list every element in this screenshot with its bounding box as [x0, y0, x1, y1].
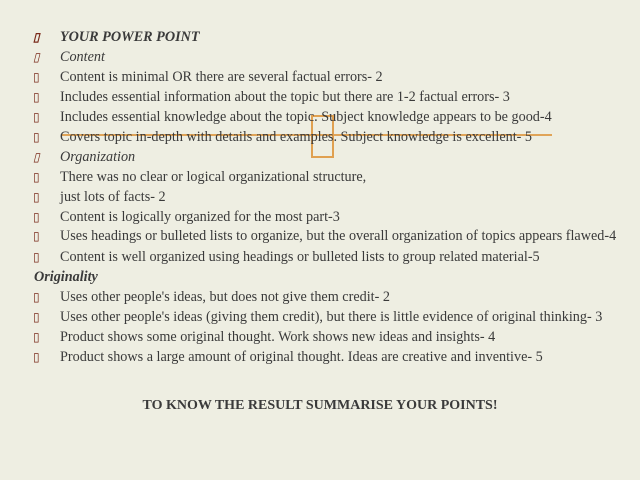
- list-item: [0, 147, 620, 167]
- footer-text: TO KNOW THE RESULT SUMMARISE YOUR POINTS!: [142, 398, 498, 413]
- rubric-list: [0, 27, 620, 367]
- list-item: [0, 87, 620, 107]
- bullet-icon: ▯: [33, 90, 40, 104]
- bullet-icon: ▯: [33, 290, 40, 304]
- bullet-icon: ▯: [33, 229, 40, 243]
- list-item: [0, 227, 620, 247]
- list-item: [0, 327, 620, 347]
- list-item: [0, 47, 620, 67]
- item-text: Content is minimal OR there are several factual errors- 2: [60, 69, 383, 85]
- bullet-icon: ▯: [33, 70, 40, 84]
- bullet-icon: ▯: [33, 150, 40, 164]
- bullet-icon: ▯: [33, 110, 40, 124]
- originality-heading: Originality: [34, 269, 98, 285]
- list-item: [0, 107, 620, 127]
- bullet-icon: ▯: [33, 250, 40, 264]
- bullet-icon: ▯: [33, 130, 40, 144]
- list-item: [0, 127, 620, 147]
- list-item: [0, 307, 620, 327]
- list-item: [0, 247, 620, 267]
- item-text: just lots of facts- 2: [60, 189, 166, 205]
- item-text: Includes essential information about the topic but there are 1-2 factual errors- 3: [60, 89, 510, 105]
- bullet-icon: ▯: [33, 310, 40, 324]
- item-text: Includes essential knowledge about the topic. Subject knowledge appears to be good-4: [60, 109, 552, 125]
- item-text: Content: [60, 49, 105, 65]
- list-item: [0, 187, 620, 207]
- bullet-icon: ▯: [33, 350, 40, 364]
- list-item: [0, 67, 620, 87]
- item-text: Uses other people's ideas (giving them credit), but there is little evidence of original thinking- 3: [60, 309, 603, 325]
- item-text: Uses other people's ideas, but does not give them credit- 2: [60, 289, 390, 305]
- bullet-icon: ▯: [33, 170, 40, 184]
- item-text: Content is well organized using headings or bulleted lists to group related material-5: [60, 249, 540, 265]
- bullet-icon: ▯: [33, 330, 40, 344]
- bullet-icon: ▯: [33, 210, 40, 224]
- bullet-icon: ▯: [33, 30, 40, 44]
- list-item: [0, 167, 620, 187]
- item-text: Covers topic in-depth with details and examples. Subject knowledge is excellent- 5: [60, 129, 533, 145]
- item-text: Content is logically organized for the most part-3: [60, 209, 340, 225]
- list-item: [0, 27, 620, 47]
- list-item: [0, 347, 620, 367]
- item-text: Product shows a large amount of original thought. Ideas are creative and inventive- 5: [60, 349, 543, 365]
- item-text: Uses headings or bulleted lists to organize, but the overall organization of topics appears flawed-4: [60, 228, 617, 244]
- item-text: Product shows some original thought. Work shows new ideas and insights- 4: [60, 329, 496, 345]
- item-text: YOUR POWER POINT: [60, 29, 200, 45]
- list-item: [0, 287, 620, 307]
- item-text: Organization: [60, 149, 136, 165]
- list-item: [0, 207, 620, 227]
- bullet-icon: ▯: [33, 190, 40, 204]
- bullet-icon: ▯: [33, 50, 40, 64]
- item-text: There was no clear or logical organizational structure,: [60, 169, 367, 185]
